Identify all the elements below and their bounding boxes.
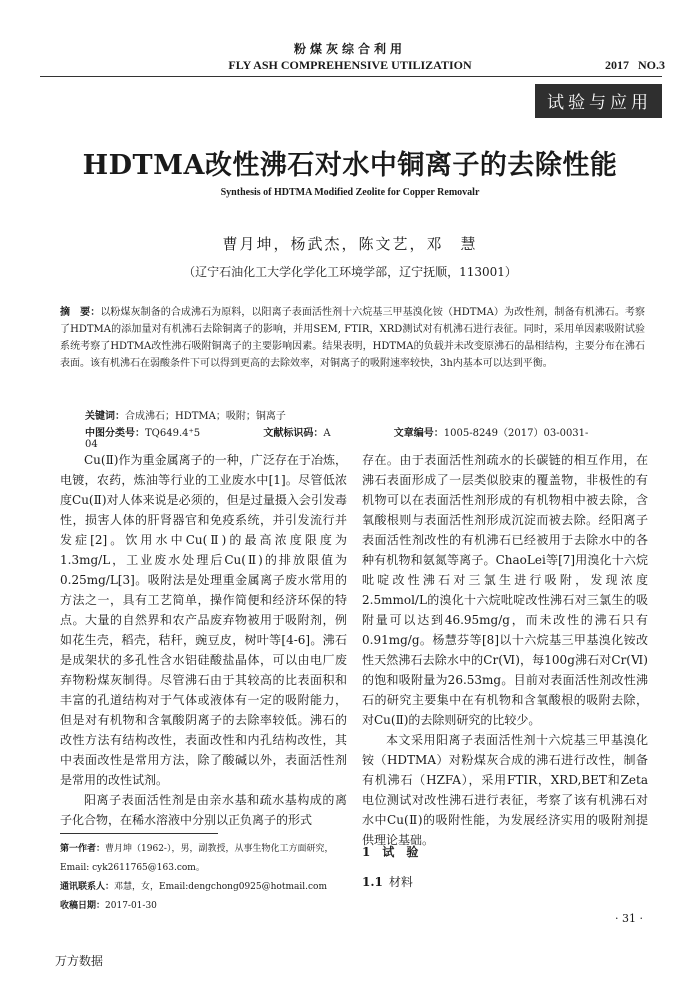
paper-title-en: Synthesis of HDTMA Modified Zeolite for Copper Removalr (220, 187, 480, 198)
section-heading-1: 1 试 验 (362, 845, 419, 859)
section-heading-1-1: 1.1 材料 (362, 875, 413, 889)
keywords-text: 合成沸石；HDTMA；吸附；铜离子 (125, 411, 286, 422)
page-number: · 31 · (615, 912, 643, 925)
watermark: 万方数据 (55, 954, 104, 968)
footnote (60, 840, 347, 916)
body-column-left (60, 450, 347, 830)
paragraph: Cu(Ⅱ)作为重金属离子的一种，广泛存在于冶炼，电镀，农药，炼油等行业的工业废水中[1]。尽管低浓度Cu(Ⅱ)对人体来说是必须的，但是过量摄入会引发毒性，损害人体的肝肾器官和免疫系统，并引发流行并发症[2]。饮用水中Cu(Ⅱ)的最高浓度限度为1.3mg/L，工业废水处理后Cu(Ⅱ)的排放限值为0.25mg/L[3]。吸附法是处理重金属离子废水常用的方法之一，具有工艺简单，操作简便和经济环保的特点。大量的自然界和农产品废弃物被用于吸附剂，例如花生壳，稻壳，秸秆，豌豆皮，树叶等[4-6]。沸石是成架状的多孔性含水铝硅酸盐晶体，可以由电厂废弃物粉煤灰制得。尽管沸石由于其较高的比表面积和丰富的孔道结构对于气体或液体有一定的吸附能力，但是对有机物和含氧酸阴离子的去除率较低。沸石的改性方法有结构改性，表面改性和内孔结构改性，其中表面改性是常用方法，除了酸碱以外，表面活性剂是常用的改性试剂。 (60, 453, 347, 787)
affiliation: （辽宁石油化工大学化学化工环境学部，辽宁抚顺，113001） (183, 265, 517, 279)
footnote-rule (60, 833, 218, 834)
header-rule (40, 76, 662, 77)
body-column-right (362, 450, 648, 850)
paragraph: 本文采用阳离子表面活性剂十六烷基三甲基溴化铵（HDTMA）对粉煤灰合成的沸石进行改性，制备有机沸石（HZFA），采用FTIR，XRD,BET和Zeta电位测试对改性沸石进行表征，考察了该有机沸石对水中Cu(Ⅱ)的吸附性能，为发展经济实用的吸附剂提供理论基础。 (362, 733, 648, 847)
doc-code: 文献标识码：A (263, 428, 331, 439)
classification (85, 424, 645, 450)
paragraph: 存在。由于表面活性剂疏水的长碳链的相互作用，在沸石表面形成了一层类似胶束的覆盖物，非极性的有机物可以在表面活性剂形成的有机物相中被去除，含氧酸根则与表面活性剂形成沉淀而被去除。经阳离子表面活性剂改性的有机沸石已经被用于去除水中的各种有机物和氨氮等离子。ChaoLei等[7]用溴化十六烷吡啶改性沸石对三氯生进行吸附，发现浓度2.5mmol/L的溴化十六烷吡啶改性沸石对三氯生的吸附量可以达到46.95mg/g，而未改性的沸石只有0.91mg/g。杨慧芬等[8]以十六烷基三甲基溴化铵改性天然沸石去除水中的Cr(Ⅵ)，每100g沸石对Cr(Ⅵ)的饱和吸附量为26.53mg。目前对表面活性剂改性沸石的研究主要集中在有机物和含氧酸根的吸附去除，对Cu(Ⅱ)的去除则研究的比较少。 (362, 453, 648, 727)
abstract-text: 以粉煤灰制备的合成沸石为原料，以阳离子表面活性剂十六烷基三甲基溴化铵（HDTMA）为改性剂，制备有机沸石。考察了HDTMA的添加量对有机沸石去除铜离子的影响，并用SEM, FTIR，XRD测试对有机沸石进行表征。同时，采用单因素吸附试验系统考察了HDTMA改性沸石吸附铜离子的主要影响因素。结果表明，HDTMA的负载并未改变原沸石的晶相结构，主要分布在沸石表面。该有机沸石在弱酸条件下可以得到更高的去除效率，对铜离子的吸附速率较快，3h内基本可以达到平衡。 (60, 307, 646, 369)
journal-name-cn: 粉煤灰综合利用 (293, 42, 406, 56)
paragraph: 阳离子表面活性剂是由亲水基和疏水基构成的离子化合物，在稀水溶液中分别以正负离子的形式 (60, 793, 347, 827)
abstract (60, 304, 645, 372)
paper-title: HDTMA改性沸石对水中铜离子的去除性能 (82, 150, 618, 181)
article-code: 文章编号：1005-8249（2017）03-0031-04 (85, 428, 589, 450)
keywords (85, 407, 286, 422)
issue-number: 2017 NO.3 (605, 58, 665, 72)
journal-name-en: FLY ASH COMPREHENSIVE UTILIZATION (228, 58, 472, 72)
footnote-contact: 通讯联系人：邓慧，女，Email:dengchong0925@hotmail.com (60, 882, 327, 892)
footnote-received: 收稿日期：2017-01-30 (60, 901, 157, 911)
section-tag: 试验与应用 (535, 84, 662, 118)
keywords-label: 关键词： (85, 411, 125, 422)
authors: 曹月坤，杨武杰，陈文艺，邓 慧 (222, 235, 478, 253)
clc-code: 中图分类号：TQ649.4⁺5 (85, 428, 201, 439)
footnote-author: 第一作者：曹月坤（1962-），男，副教授，从事生物化工方面研究，Email: cyk2611765@163.com。 (60, 844, 334, 873)
abstract-label: 摘 要： (60, 307, 101, 318)
